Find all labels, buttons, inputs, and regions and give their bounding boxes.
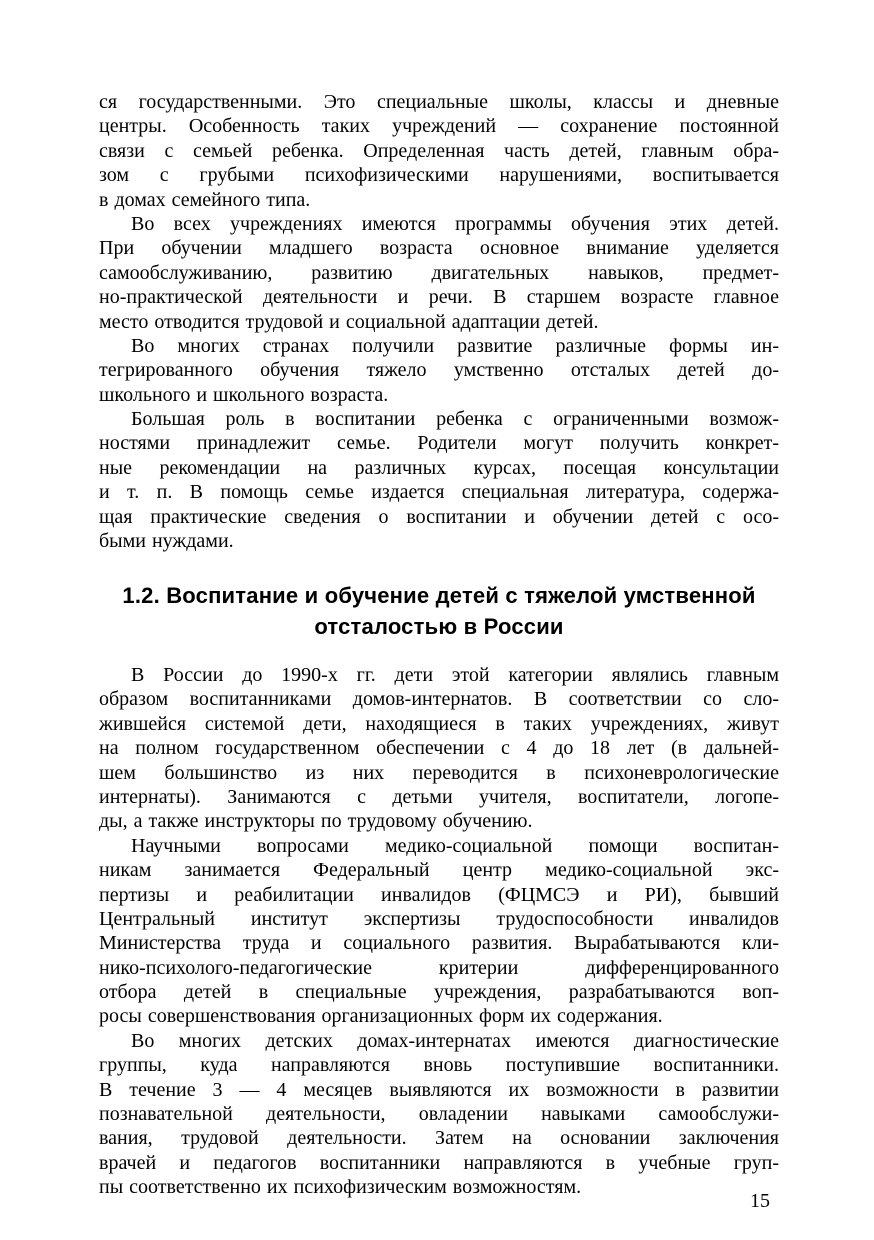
text-line: на полном государственном обеспечении с 4 до 18 лет (в дальней- <box>99 737 779 760</box>
text-line: При обучении младшего возраста основное внимание уделяется <box>99 237 779 260</box>
text-line: Во всех учреждениях имеются программы обучения этих детей. <box>131 212 779 235</box>
text-line: пертизы и реабилитации инвалидов (ФЦМСЭ и РИ), бывший <box>99 883 779 906</box>
text-line: жившейся системой дети, находящиеся в таких учреждениях, живут <box>99 712 779 735</box>
body-text-before-heading <box>99 90 779 553</box>
text-line: но-практической деятельности и речи. В старшем возрасте главное <box>99 286 779 309</box>
text-line: связи с семьей ребенка. Определенная часть детей, главным обра- <box>99 139 779 162</box>
text-line: щая практические сведения о воспитании и обучении детей с осо- <box>99 505 779 528</box>
text-line: центры. Особенность таких учреждений — сохранение постоянной <box>99 115 779 138</box>
paragraph <box>99 212 779 334</box>
text-line: ные рекомендации на различных курсах, посещая консультации <box>99 456 779 479</box>
text-line: отбора детей в специальные учреждения, разрабатываются воп- <box>99 981 779 1004</box>
text-line: образом воспитанниками домов-интернатов. В соответствии со сло- <box>99 688 779 711</box>
body-text-after-heading <box>99 663 779 1200</box>
text-line: и т. п. В помощь семье издается специальная литература, содержа- <box>99 481 779 504</box>
text-line: Министерства труда и социального развития. Вырабатываются кли- <box>99 932 779 955</box>
text-line: вания, трудовой деятельности. Затем на основании заключения <box>99 1127 779 1150</box>
section-heading <box>99 580 779 642</box>
paragraph <box>99 90 779 212</box>
paragraph <box>99 663 779 834</box>
section-heading-line-1: 1.2. Воспитание и обучение детей с тяжелой умственной <box>122 583 756 608</box>
text-line: самообслуживанию, развитию двигательных навыков, предмет- <box>99 261 779 284</box>
text-line: никам занимается Федеральный центр медико-социальной экс- <box>99 859 779 882</box>
text-line: Большая роль в воспитании ребенка с ограниченными возмож- <box>131 408 779 431</box>
text-line: нико-психолого-педагогические критерии дифференцированного <box>99 956 779 979</box>
text-line: В России до 1990-х гг. дети этой категории являлись главным <box>131 664 779 686</box>
text-line: группы, куда направляются вновь поступившие воспитанники. <box>99 1054 779 1077</box>
text-line: место отводится трудовой и социальной адаптации детей. <box>99 310 599 333</box>
text-line: Научными вопросами медико-социальной помощи воспитан- <box>131 834 779 857</box>
text-line: врачей и педагогов воспитанники направляются в учебные груп- <box>99 1151 779 1174</box>
text-line: быми нуждами. <box>99 530 234 553</box>
text-line: тегрированного обучения тяжело умственно отсталых детей до- <box>99 359 779 382</box>
text-line: ды, а также инструкторы по трудовому обучению. <box>99 810 533 833</box>
text-line: Во многих странах получили развитие различные формы ин- <box>131 334 779 357</box>
text-line: познавательной деятельности, овладении навыками самообслужи- <box>99 1103 779 1126</box>
paragraph <box>99 334 779 407</box>
paragraph <box>99 407 779 553</box>
text-line: росы совершенствования организационных форм их содержания. <box>99 1005 663 1028</box>
text-line: школьного и школьного возраста. <box>99 383 389 406</box>
text-line: ся государственными. Это специальные школы, классы и дневные <box>99 91 779 113</box>
text-line: В течение 3 — 4 месяцев выявляются их возможности в развитии <box>99 1078 779 1101</box>
text-line: в домах семейного типа. <box>99 188 311 211</box>
page-number: 15 <box>750 1190 770 1212</box>
text-line: зом с грубыми психофизическими нарушениями, воспитывается <box>99 164 779 187</box>
text-line: Центральный институт экспертизы трудоспособности инвалидов <box>99 907 779 930</box>
section-heading-line-2: отсталостью в России <box>314 614 564 639</box>
text-line: пы соответственно их психофизическим возможностям. <box>99 1176 582 1199</box>
paragraph <box>99 834 779 1029</box>
text-line: интернаты). Занимаются с детьми учителя, воспитатели, логопе- <box>99 785 779 808</box>
text-line: Во многих детских домах-интернатах имеются диагностические <box>131 1029 779 1052</box>
text-line: шем большинство из них переводится в психоневрологические <box>99 761 779 784</box>
paragraph <box>99 1029 779 1200</box>
text-line: ностями принадлежит семье. Родители могут получить конкрет- <box>99 432 779 455</box>
